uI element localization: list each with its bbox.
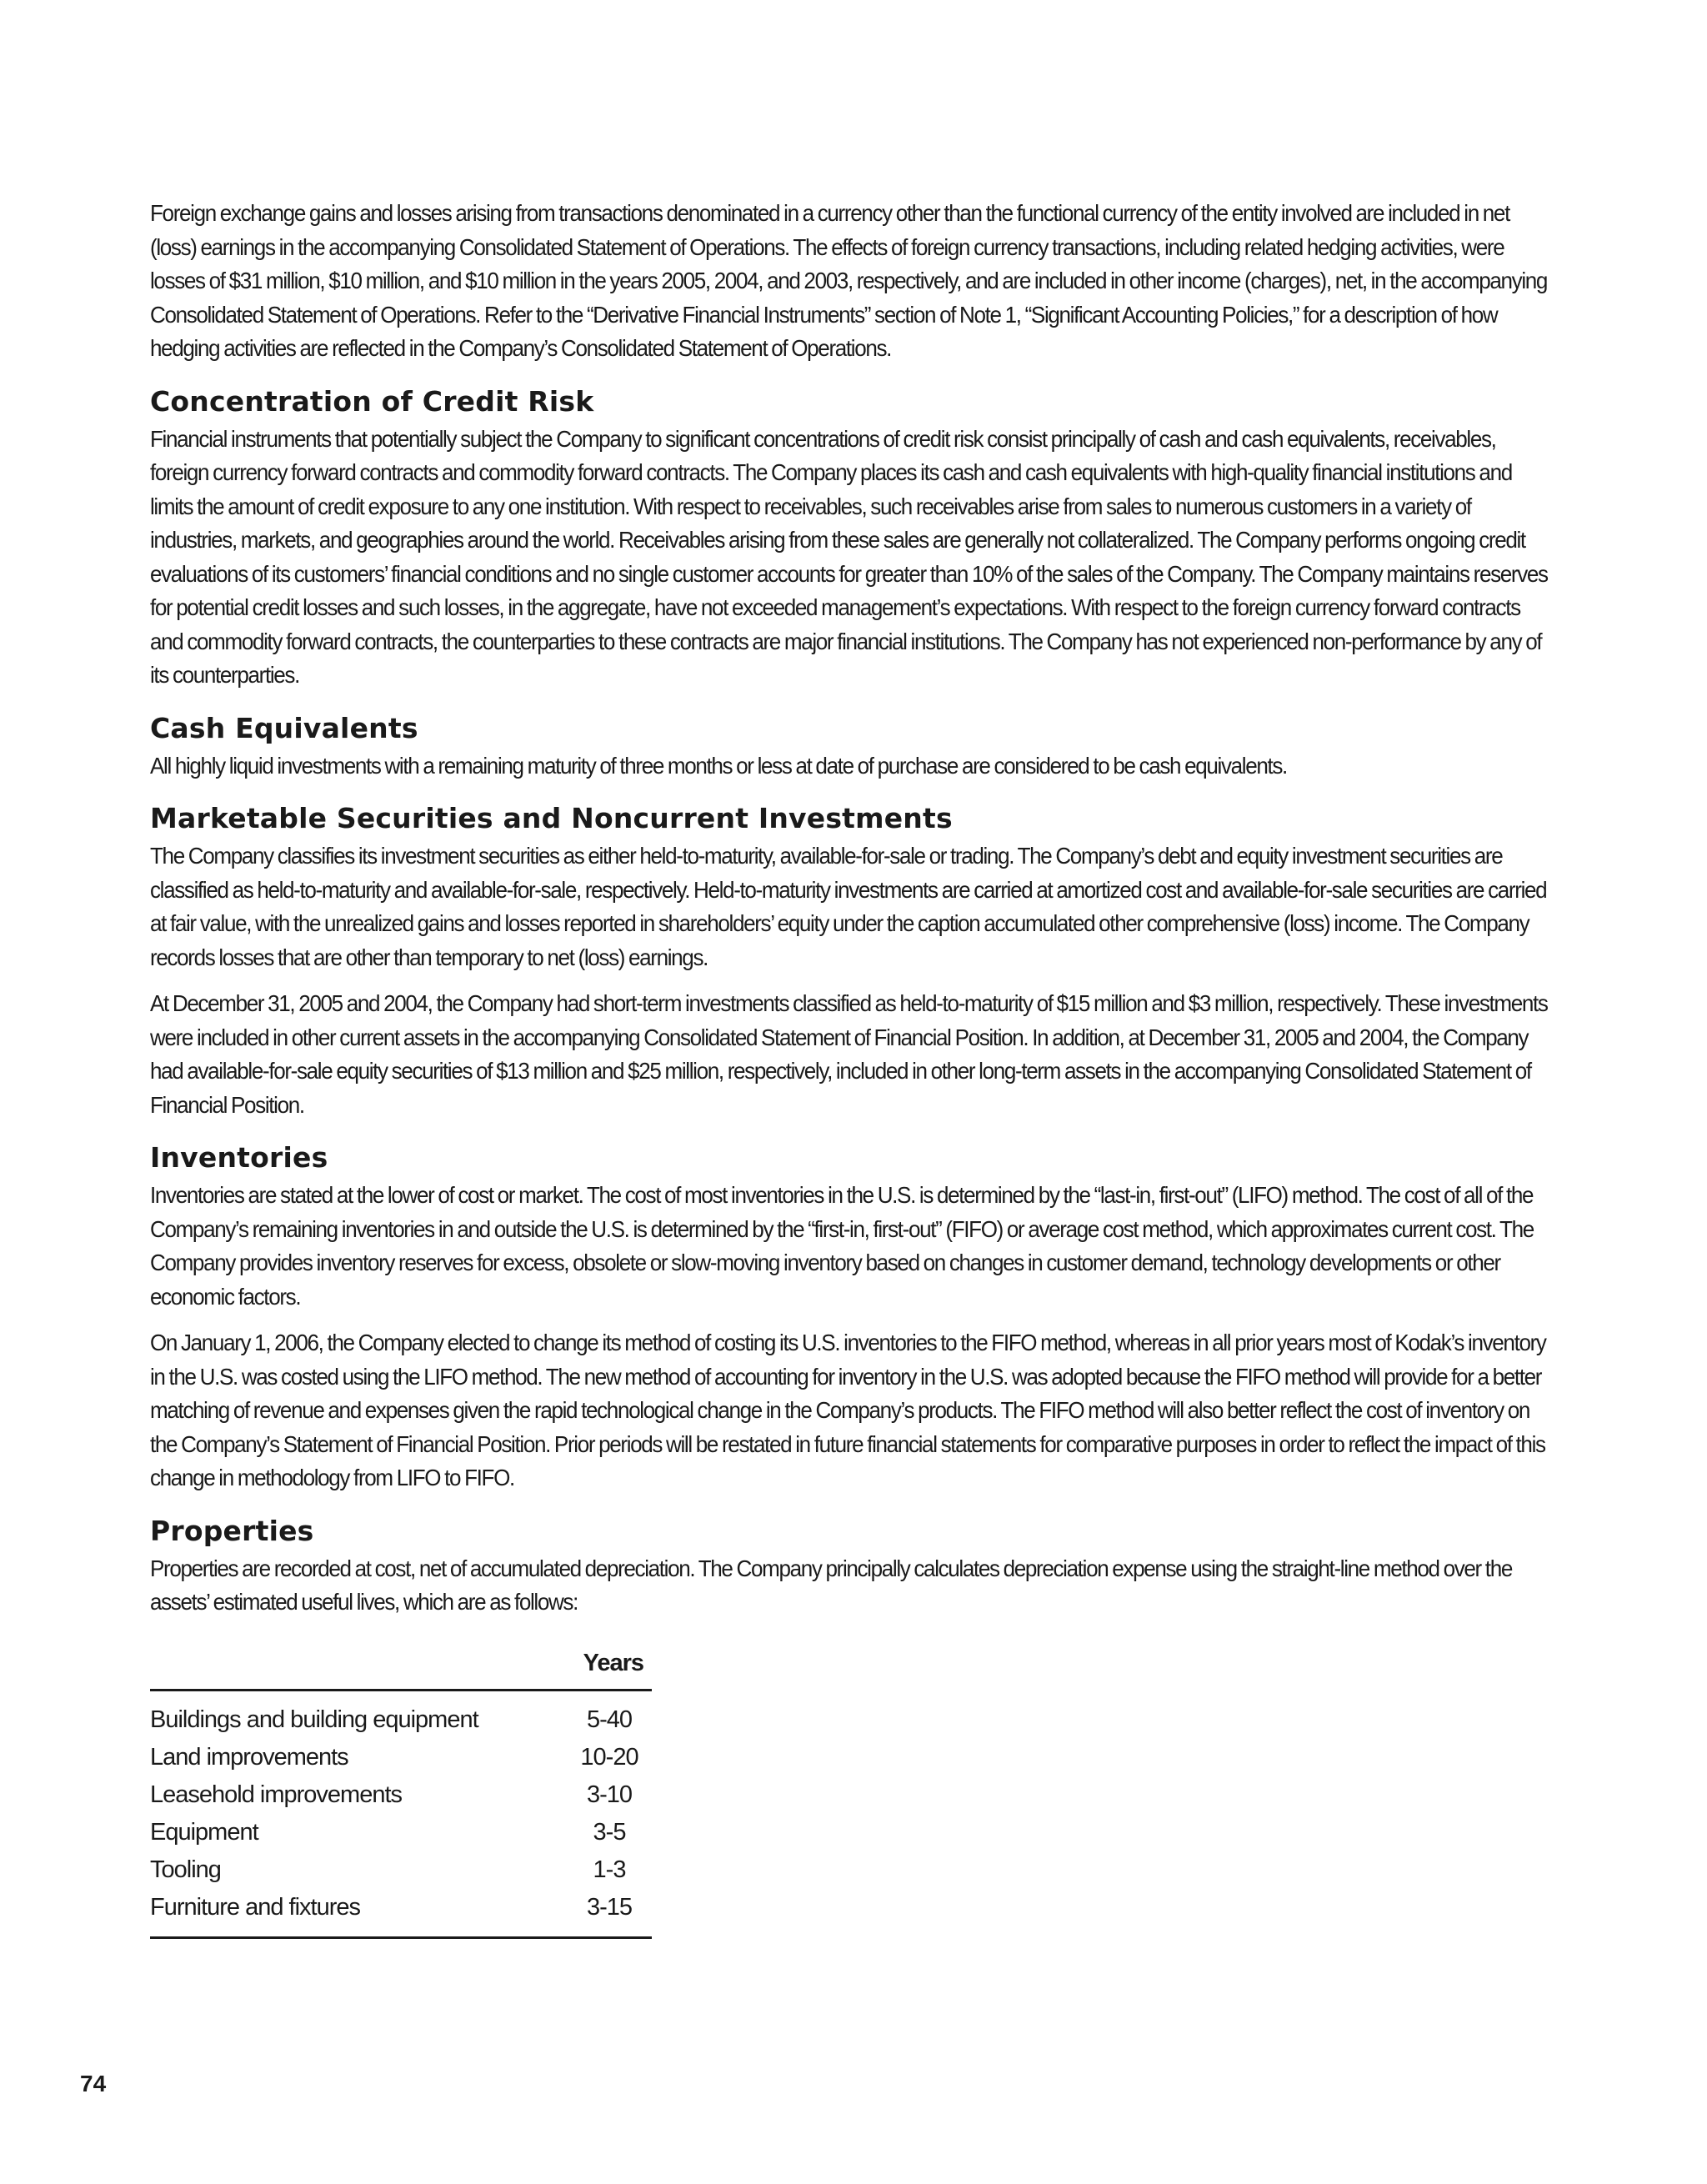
marketable-securities-paragraph-2: At December 31, 2005 and 2004, the Company had short-term investments classified as held-to-maturity of $15 million and $3 million, respectively. These investments were included in other current assets in the accompanying Consolidated Statement of Financial Position. In addition, at December 31, 2005 and 2004, the Company had available-for-sale equity securities of $13 million and $25 million, respectively, included in other long-term assets in the accompanying Consolidated Statement of Financial Position. xyxy=(150,990,1548,1118)
inventories-paragraph-2: On January 1, 2006, the Company elected to change its method of costing its U.S. inventories to the FIFO method, whereas in all prior years most of Kodak’s inventory in the U.S. was costed using the LIFO method. The new method of accounting for inventory in the U.S. was adopted because the FIFO method will provide for a better matching of revenue and expenses given the rapid technological change in the Company’s products. The FIFO method will also better reflect the cost of inventory on the Company’s Statement of Financial Position. Prior periods will be restated in future financial statements for comparative purposes in order to reflect the impact of this change in methodology from LIFO to FIFO. xyxy=(150,1330,1546,1490)
table-row xyxy=(150,1701,652,1739)
asset-years: 3-15 xyxy=(586,1893,633,1921)
cash-equivalents-paragraph: All highly liquid investments with a remaining maturity of three months or less at date of purchase are considered to be cash equivalents. xyxy=(150,752,1287,779)
years-column-header: Years xyxy=(583,1649,643,1676)
table-row xyxy=(150,1776,652,1814)
asset-years: 5-40 xyxy=(586,1706,633,1733)
inventories-heading: Inventories xyxy=(150,1141,328,1174)
credit-risk-paragraph: Financial instruments that potentially subject the Company to significant concentrations of credit risk consist principally of cash and cash equivalents, receivables, foreign currency forward contracts and commodity forward contracts. The Company places its cash and cash equivalents with high-quality financial institutions and limits the amount of credit exposure to any one institution. With respect to receivables, such receivables arise from sales to numerous customers in a variety of industries, markets, and geographies around the world. Receivables arising from these sales are generally not collateralized. The Company performs ongoing credit evaluations of its customers’ financial conditions and no single customer accounts for greater than 10% of the sales of the Company. The Company maintains reserves for potential credit losses and such losses, in the aggregate, have not exceeded management’s expectations. With respect to the foreign currency forward contracts and commodity forward contracts, the counterparties to these contracts are major financial institutions. The Company has not experienced non-performance by any of its counterparties. xyxy=(150,425,1548,688)
asset-name: Buildings and building equipment xyxy=(150,1706,478,1733)
credit-risk-heading: Concentration of Credit Risk xyxy=(150,384,594,418)
asset-name: Furniture and fixtures xyxy=(150,1893,361,1921)
asset-years: 10-20 xyxy=(580,1743,638,1771)
table-body xyxy=(150,1691,652,1939)
fx-paragraph: Foreign exchange gains and losses arising from transactions denominated in a currency other than the functional currency of the entity involved are included in net (loss) earnings in the accompanying Consolidated Statement of Operations. The effects of foreign currency transactions, including related hedging activities, were losses of $31 million, $10 million, and $10 million in the years 2005, 2004, and 2003, respectively, and are included in other income (charges), net, in the accompanying Consolidated Statement of Operations. Refer to the “Derivative Financial Instruments” section of Note 1, “Significant Accounting Policies,” for a description of how hedging activities are reflected in the Company’s Consolidated Statement of Operations. xyxy=(150,200,1548,361)
table-header xyxy=(150,1646,652,1691)
inventories-paragraph-1: Inventories are stated at the lower of cost or market. The cost of most inventories in the U.S. is determined by the “last-in, first-out” (LIFO) method. The cost of all of the Company’s remaining inventories in and outside the U.S. is determined by the “first-in, first-out” (FIFO) or average cost method, which approximates current cost. The Company provides inventory reserves for excess, obsolete or slow-moving inventory based on changes in customer demand, technology developments or other economic factors. xyxy=(150,1182,1534,1310)
asset-name: Tooling xyxy=(150,1856,221,1883)
properties-heading: Properties xyxy=(150,1514,314,1547)
table-row xyxy=(150,1851,652,1889)
table-row xyxy=(150,1814,652,1851)
table-row xyxy=(150,1739,652,1776)
useful-lives-table xyxy=(150,1646,652,1939)
document-body xyxy=(150,197,1550,1939)
asset-name: Equipment xyxy=(150,1818,258,1846)
asset-name: Leasehold improvements xyxy=(150,1781,403,1808)
page-number: 74 xyxy=(80,2071,107,2096)
asset-years: 1-3 xyxy=(593,1856,626,1883)
asset-years: 3-10 xyxy=(586,1781,633,1808)
properties-paragraph: Properties are recorded at cost, net of accumulated depreciation. The Company principally calculates depreciation expense using the straight-line method over the assets’ estimated useful lives, which are as follows: xyxy=(150,1555,1512,1615)
cash-equivalents-heading: Cash Equivalents xyxy=(150,711,418,744)
marketable-securities-paragraph-1: The Company classifies its investment securities as either held-to-maturity, available-for-sale or trading. The Company’s debt and equity investment securities are classified as held-to-maturity and available-for-sale, respectively. Held-to-maturity investments are carried at amortized cost and available-for-sale securities are carried at fair value, with the unrealized gains and losses reported in shareholders’ equity under the caption accumulated other comprehensive (loss) income. The Company records losses that are other than temporary to net (loss) earnings. xyxy=(150,843,1547,970)
marketable-securities-heading: Marketable Securities and Noncurrent Investments xyxy=(150,802,953,834)
table-row xyxy=(150,1889,652,1926)
asset-name: Land improvements xyxy=(150,1743,348,1771)
asset-years: 3-5 xyxy=(593,1818,626,1846)
